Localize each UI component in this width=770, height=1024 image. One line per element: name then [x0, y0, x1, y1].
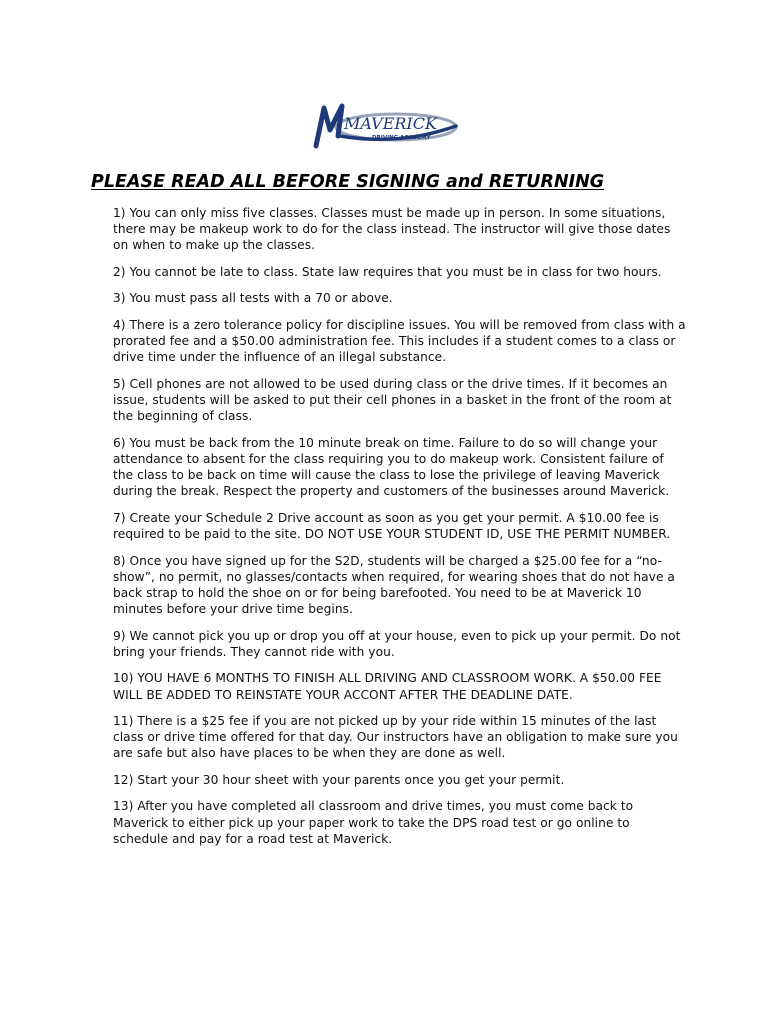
rule-item: 13) After you have completed all classroom and drive times, you must come back to Maverick to either pick up your paper work to take the DPS road test or go online to schedule and pay for a road test at Maverick. — [113, 799, 634, 846]
rule-item: 7) Create your Schedule 2 Drive account as soon as you get your permit. A $10.00 fee is required to be paid to the site. DO NOT USE YOUR STUDENT ID, USE THE PERMIT NUMBER. — [113, 510, 671, 542]
rule-item: 5) Cell phones are not allowed to be used during class or the drive times. If it becomes an issue, students will be asked to put their cell phones in a basket in the front of the room at the beginning of class. — [113, 376, 672, 424]
rules-list — [113, 205, 687, 857]
maverick-logo-graphic — [300, 96, 470, 154]
rule-item: 4) There is a zero tolerance policy for discipline issues. You will be removed from class with a prorated fee and a $50.00 administration fee. This includes if a student comes to a class or drive time under the influence of an illegal substance. — [113, 317, 686, 365]
rule-item: 12) Start your 30 hour sheet with your parents once you get your permit. — [113, 772, 565, 787]
rule-item: 1) You can only miss five classes. Classes must be made up in person. In some situations, there may be makeup work to do for the class instead. The instructor will give those dates on when to make up the classes. — [113, 206, 671, 253]
rule-item: 8) Once you have signed up for the S2D, students will be charged a $25.00 fee for a “no-show”, no permit, no glasses/contacts when required, for wearing shoes that do not have a back strap to hold the shoe on or for being barefooted. You need to be at Maverick 10 minutes before your drive time begins. — [113, 553, 675, 617]
rule-item: 9) We cannot pick you up or drop you off at your house, even to pick up your permit. Do not bring your friends. They cannot ride with you. — [113, 628, 681, 659]
rule-item: 3) You must pass all tests with a 70 or above. — [113, 291, 393, 306]
rule-item: 10) YOU HAVE 6 MONTHS TO FINISH ALL DRIVING AND CLASSROOM WORK. A $50.00 FEE WILL BE ADDED TO REINSTATE YOUR ACCONT AFTER THE DEADLINE DATE. — [113, 671, 662, 702]
maverick-logo — [300, 96, 470, 154]
logo-brand-text: MAVERICK — [344, 114, 437, 133]
rule-item: 6) You must be back from the 10 minute break on time. Failure to do so will change your attendance to absent for the class requiring you to do makeup work. Consistent failure of the class to be back on time will cause the class to lose the privilege of leaving Maverick during the break. Respect the property and customers of the businesses around Maverick. — [113, 435, 670, 499]
rule-item: 11) There is a $25 fee if you are not picked up by your ride within 15 minutes of the last class or drive time offered for that day. Our instructors have an obligation to make sure you are safe but also have places to be when they are done as well. — [113, 714, 678, 761]
rule-item: 2) You cannot be late to class. State law requires that you must be in class for two hours. — [113, 264, 662, 279]
page-title: PLEASE READ ALL BEFORE SIGNING and RETURNING — [91, 172, 605, 192]
logo-tagline-text: DRIVING ACADEMY — [372, 135, 431, 141]
